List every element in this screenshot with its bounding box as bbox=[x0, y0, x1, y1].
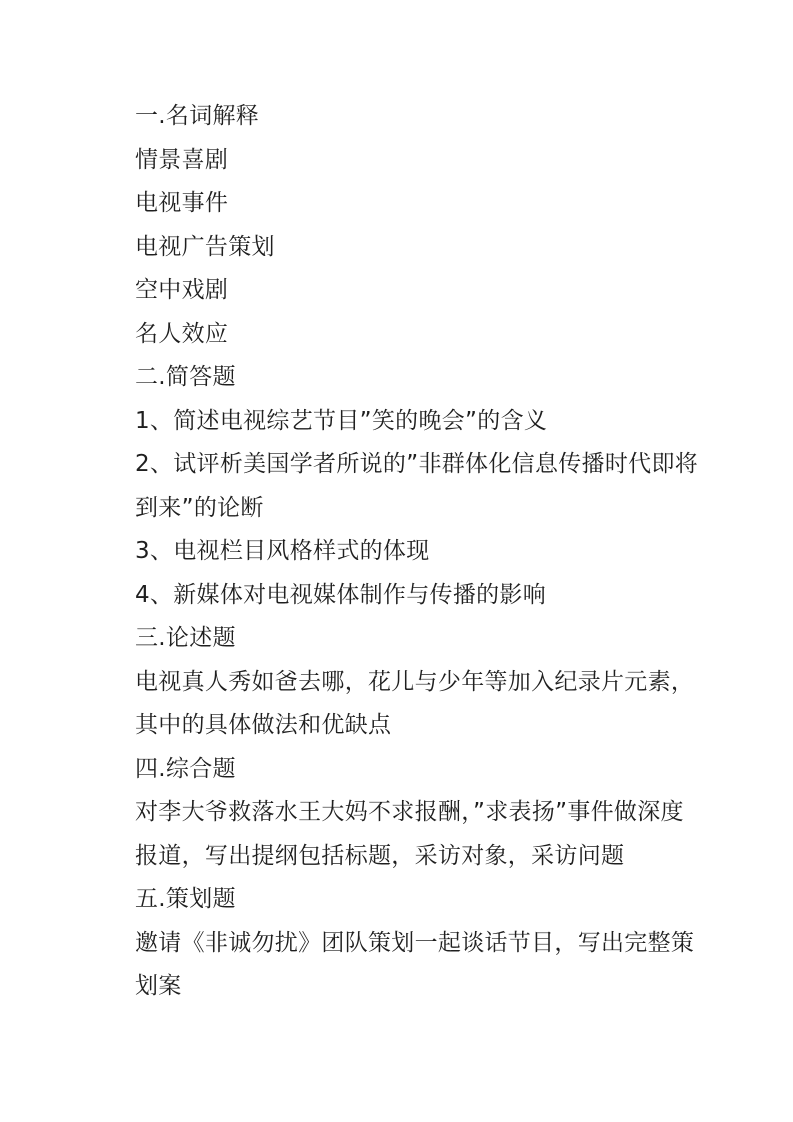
section-heading: 四.综合题 bbox=[135, 755, 236, 782]
section-planning bbox=[135, 878, 705, 1009]
question-line: 4、新媒体对电视媒体制作与传播的影响 bbox=[135, 581, 547, 608]
term-item: 电视事件 bbox=[135, 190, 229, 216]
document-page bbox=[135, 95, 705, 1009]
term-item: 名人效应 bbox=[135, 320, 229, 347]
section-heading: 五.策划题 bbox=[135, 886, 236, 912]
section-terms bbox=[135, 95, 705, 356]
section-heading: 三.论述题 bbox=[135, 625, 236, 651]
question-line: 邀请《非诚勿扰》团队策划一起谈话节目，写出完整策 bbox=[135, 929, 695, 956]
section-short-answer bbox=[135, 356, 705, 617]
question-line: 对李大爷救落水王大妈不求报酬，”求表扬”事件做深度 bbox=[135, 799, 684, 825]
term-item: 情景喜剧 bbox=[135, 146, 229, 173]
question-line: 到来”的论断 bbox=[135, 494, 264, 521]
question-line: 划案 bbox=[135, 973, 182, 999]
question-line: 报道，写出提纲包括标题，采访对象，采访问题 bbox=[135, 842, 625, 869]
section-comprehensive bbox=[135, 748, 705, 879]
section-essay bbox=[135, 617, 705, 748]
question-line: 1、简述电视综艺节目”笑的晚会”的含义 bbox=[135, 407, 548, 434]
question-line: 3、电视栏目风格样式的体现 bbox=[135, 538, 430, 564]
question-line: 其中的具体做法和优缺点 bbox=[135, 712, 392, 738]
term-item: 空中戏剧 bbox=[135, 277, 229, 303]
section-heading: 一.名词解释 bbox=[135, 103, 260, 129]
question-line: 电视真人秀如爸去哪，花儿与少年等加入纪录片元素， bbox=[135, 668, 695, 695]
question-line: 2、试评析美国学者所说的”非群体化信息传播时代即将 bbox=[135, 451, 699, 477]
term-item: 电视广告策划 bbox=[135, 233, 275, 260]
section-heading: 二.简答题 bbox=[135, 364, 236, 390]
